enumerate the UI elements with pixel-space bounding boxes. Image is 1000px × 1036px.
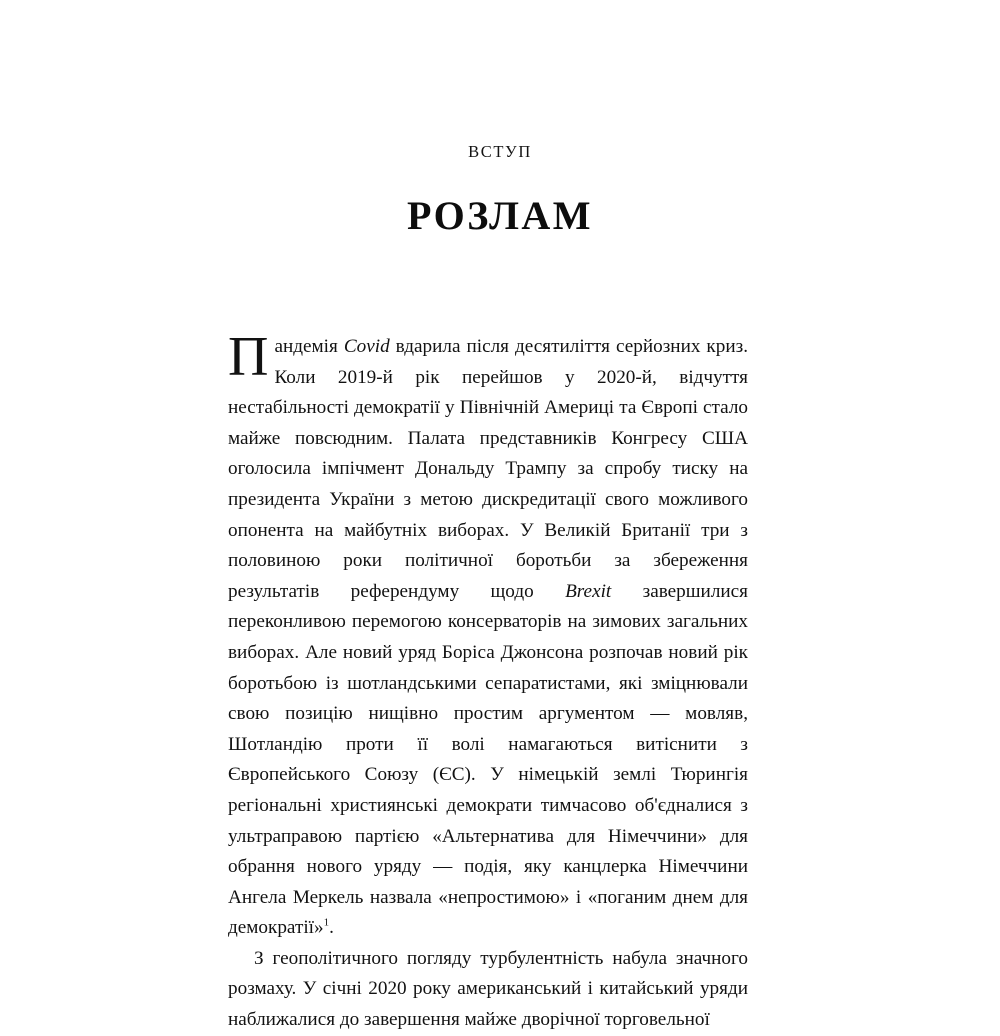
paragraph: [228, 326, 748, 944]
page-title: РОЗЛАМ: [406, 193, 594, 238]
body-text: [228, 326, 748, 1036]
paragraph-text: З геополітичного погляду турбулентність набула значного розмаху. У січні 2020 року американський і китайський уряди наближалися до завершення майже дворічної торговельної: [228, 947, 748, 1031]
paragraph: [228, 944, 748, 1036]
paragraph-text: андемія Covid вдарила після десятиліття серйозних криз. Коли 2019-й рік перейшов у 2020-й, відчуття нестабільності демократії у Північній Америці та Європі стало майже повсюдним. Палата представників Конгресу США оголосила імпічмент Дональду Трампу за спробу тиску на президента України з метою дискредитації свого можливого опонента на майбутніх виборах. У Великій Британії три з половиною роки політичної боротьби за збереження результатів референдуму щодо Brexit завершилися переконливою перемогою консерваторів на зимових загальних виборах. Але новий уряд Боріса Джонсона розпочав новий рік боротьбою із шотландськими сепаратистами, які зміцнювали свою позицію нищівно простим аргументом — мовляв, Шотландію проти її волі намагаються витіснити з Європейського Союзу (ЄС). У німецькій землі Тюрингія регіональні християнські демократи тимчасово об'єдналися з ультраправою партією «Альтернатива для Німеччини» для обрання нового уряду — подія, яку канцлерка Німеччини Ангела Меркель назвала «непростимою» і «поганим днем для демократії»$^1$.: [228, 336, 748, 939]
chapter-label: ВСТУП: [468, 142, 532, 161]
drop-cap: П: [228, 326, 269, 388]
